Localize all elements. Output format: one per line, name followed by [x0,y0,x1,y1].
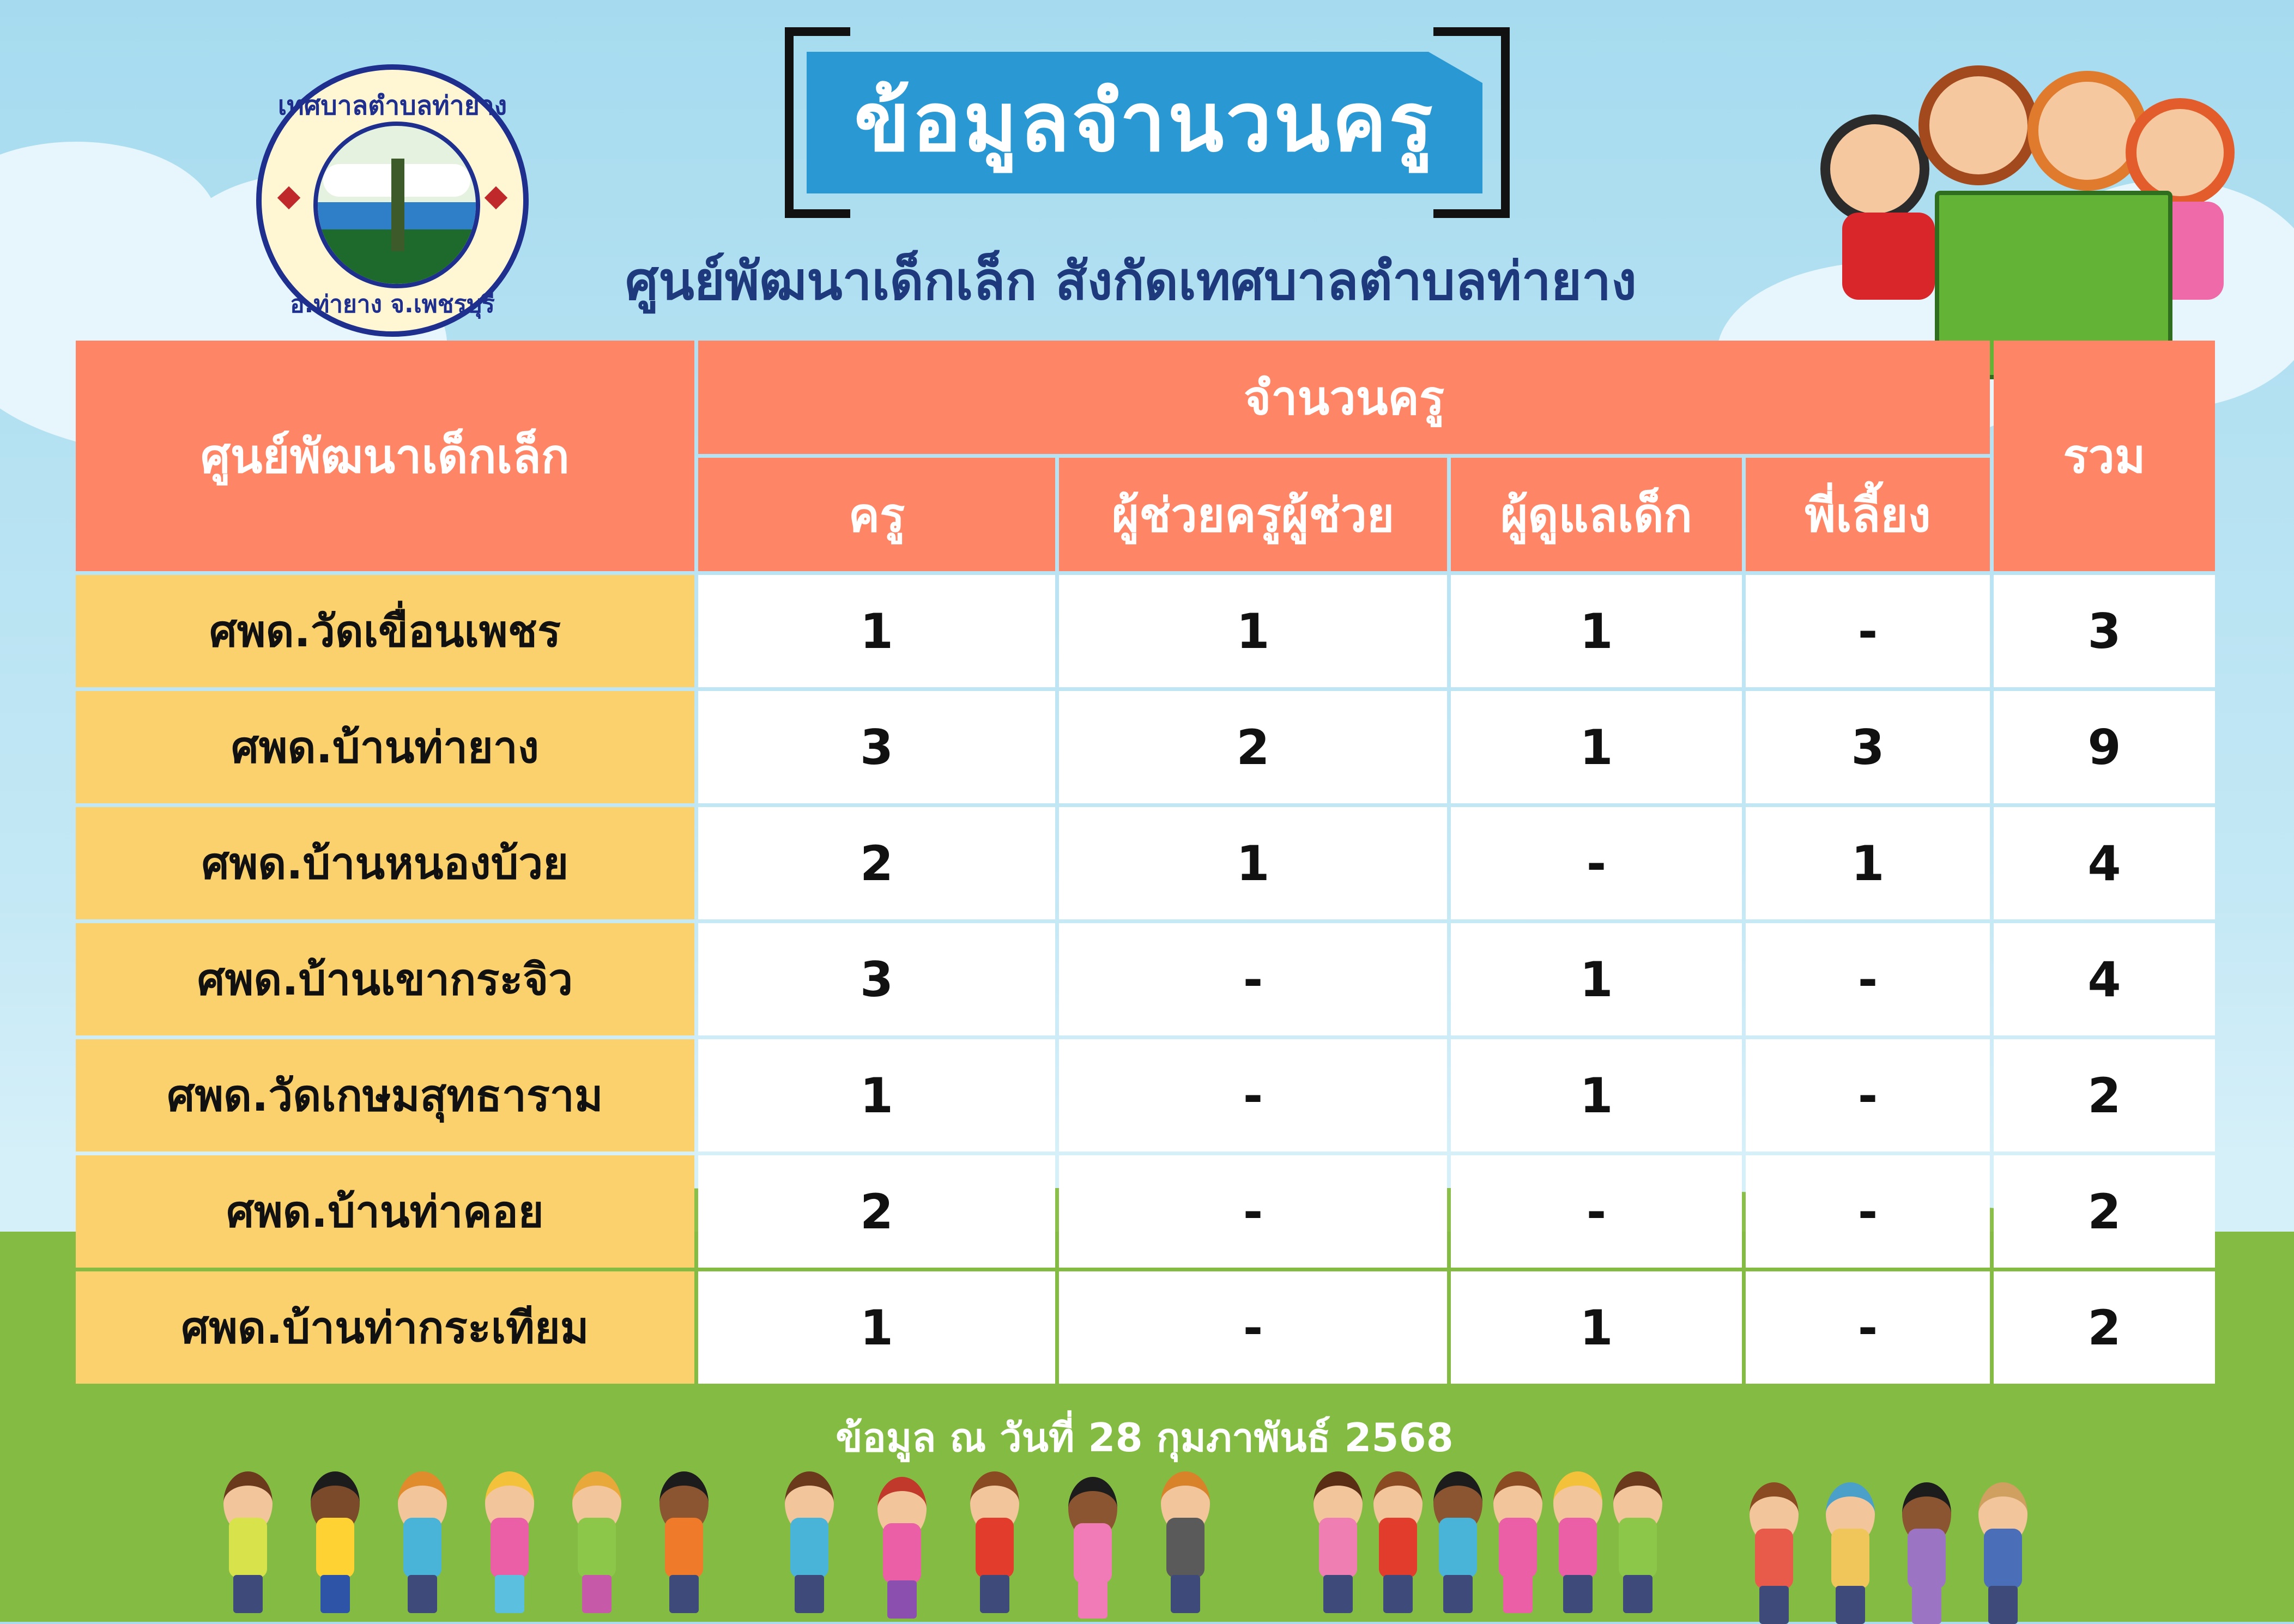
table-row [76,1155,2215,1268]
table-row [76,1271,2215,1384]
total-cell: 3 [1994,575,2215,687]
data-date-note: ข้อมูล ณ วันที่ 28 กุมภาพันธ์ 2568 [836,1415,1454,1461]
page-subtitle: ศูนย์พัฒนาเด็กเล็ก สังกัดเทศบาลตำบลท่ายาง [625,251,1637,312]
caregiver-cell: - [1451,807,1742,919]
center-name: ศพด.วัดเขื่อนเพชร [76,575,694,687]
assistant-cell: 1 [1059,575,1447,687]
assistant-cell: - [1059,1271,1447,1384]
nanny-cell: - [1746,923,1990,1035]
table-row [76,691,2215,803]
assistant-cell: - [1059,923,1447,1035]
title-frame [785,27,1510,218]
caregiver-cell: - [1451,1155,1742,1268]
kids-reading-illustration [1809,54,2235,338]
subheader-assistant: ผู้ช่วยครูผู้ช่วย [1059,458,1447,571]
table-row [76,1039,2215,1152]
caregiver-cell: 1 [1451,1271,1742,1384]
nanny-cell: - [1746,1155,1990,1268]
total-cell: 2 [1994,1039,2215,1152]
assistant-cell: 2 [1059,691,1447,803]
caregiver-cell: 1 [1451,575,1742,687]
table-row [76,575,2215,687]
center-name: ศพด.วัดเกษมสุทธาราม [76,1039,694,1152]
subheader-nanny: พี่เลี้ยง [1746,458,1990,571]
center-name: ศพด.บ้านหนองบ้วย [76,807,694,919]
logo-top-text: เทศบาลตำบลท่ายาง [277,90,507,121]
subheader-teacher: ครู [698,458,1055,571]
total-cell: 9 [1994,691,2215,803]
nanny-cell: - [1746,1039,1990,1152]
center-name: ศพด.บ้านเขากระจิว [76,923,694,1035]
assistant-cell: - [1059,1039,1447,1152]
total-cell: 4 [1994,807,2215,919]
total-cell: 4 [1994,923,2215,1035]
teacher-count-table [72,337,2219,1387]
teacher-cell: 1 [698,575,1055,687]
assistant-cell: - [1059,1155,1447,1268]
logo-star-right [485,186,507,209]
assistant-cell: 1 [1059,807,1447,919]
caregiver-cell: 1 [1451,691,1742,803]
teacher-cell: 1 [698,1271,1055,1384]
teacher-cell: 2 [698,1155,1055,1268]
teacher-cell: 3 [698,691,1055,803]
municipality-logo [256,64,529,337]
center-name: ศพด.บ้านท่าคอย [76,1155,694,1268]
teacher-cell: 2 [698,807,1055,919]
nanny-cell: 3 [1746,691,1990,803]
nanny-cell: - [1746,575,1990,687]
center-name: ศพด.บ้านท่ายาง [76,691,694,803]
logo-star-left [277,186,300,209]
table-row [76,923,2215,1035]
total-cell: 2 [1994,1271,2215,1384]
page-title: ข้อมูลจำนวนครู [854,75,1435,170]
caregiver-cell: 1 [1451,923,1742,1035]
table-row [76,807,2215,919]
caregiver-cell: 1 [1451,1039,1742,1152]
teacher-cell: 3 [698,923,1055,1035]
nanny-cell: 1 [1746,807,1990,919]
header-center: ศูนย์พัฒนาเด็กเล็ก [76,341,694,571]
logo-emblem [313,122,480,288]
total-cell: 2 [1994,1155,2215,1268]
teacher-cell: 1 [698,1039,1055,1152]
header-total: รวม [1994,341,2215,571]
nanny-cell: - [1746,1271,1990,1384]
header-teacher-count: จำนวนครู [698,341,1990,454]
center-name: ศพด.บ้านท่ากระเทียม [76,1271,694,1384]
logo-bottom-text: อ.ท่ายาง จ.เพชรบุรี [290,290,495,318]
subheader-caregiver: ผู้ดูแลเด็ก [1451,458,1742,571]
